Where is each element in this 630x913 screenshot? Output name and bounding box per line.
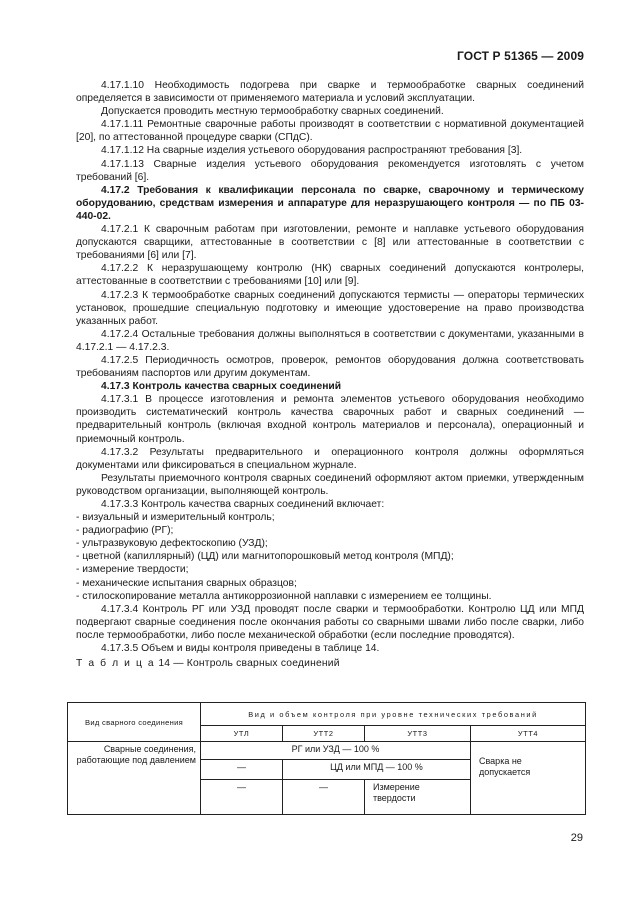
col-header-control-scope: Вид и объем контроля при уровне технических требований xyxy=(201,703,586,726)
cell-r3-dash-utl: — xyxy=(201,780,283,815)
list-item: - механические испытания сварных образцов; xyxy=(76,577,297,589)
level-header-utt2: УТТ2 xyxy=(283,726,365,742)
paragraph: 4.17.2.5 Периодичность осмотров, проверок, ремонтов оборудования должна соответствовать требованиям паспортов или другим документам. xyxy=(76,354,584,380)
paragraph: 4.17.2.3 К термообработке сварных соединений допускаются термисты — операторы термических установок, прошедшие специальную подготовку и имеющие удостоверение на право производства указанных работ. xyxy=(76,289,584,327)
cell-cd-mpd: ЦД или МПД — 100 % xyxy=(283,760,471,780)
paragraph: Допускается проводить местную термообработку сварных соединений. xyxy=(101,106,444,118)
level-header-utl: УТЛ xyxy=(201,726,283,742)
cell-hardness-measurement: Измерение твердости xyxy=(365,780,471,815)
level-header-utt4: УТТ4 xyxy=(471,726,586,742)
cell-utt4-welding-forbidden: Сварка не допускается xyxy=(471,742,586,815)
paragraph: 4.17.1.10 Необходимость подогрева при сварке и термообработке сварных соединений определяется в зависимости от применяемого материала и условий эксплуатации. xyxy=(76,80,584,105)
paragraph: 4.17.3.3 Контроль качества сварных соединений включает: xyxy=(101,499,385,510)
paragraph: 4.17.3.2 Результаты предварительного и операционного контроля должны оформляться документами или фиксироваться в специальном журнале. xyxy=(76,446,584,471)
list-item: - визуальный и измерительный контроль; xyxy=(76,512,275,524)
list-item: - измерение твердости; xyxy=(76,564,189,576)
table-caption-text: 14 — Контроль сварных соединений xyxy=(155,658,340,670)
row-label-pressure-welds: Сварные соединения, работающие под давлением xyxy=(68,742,201,815)
cell-rg-uzd: РГ или УЗД — 100 % xyxy=(201,742,471,760)
cell-r2-dash: — xyxy=(201,760,283,780)
list-item: - цветной (капиллярный) (ЦД) или магнитопорошковый метод контроля (МПД); xyxy=(76,551,454,563)
document-body xyxy=(76,79,584,670)
list-item: - радиографию (РГ); xyxy=(76,525,174,537)
paragraph: 4.17.3.5 Объем и виды контроля приведены в таблице 14. xyxy=(101,643,380,655)
list-item: - стилоскопирование металла антикоррозионной наплавки с измерением ее толщины. xyxy=(76,590,492,602)
document-header: ГОСТ Р 51365 — 2009 xyxy=(457,49,584,63)
paragraph: 4.17.2.1 К сварочным работам при изготовлении, ремонте и наплавке устьевого оборудования допускаются сварщики, аттестованные в соответствии с [8] или аттестованные в соответствии с требованиями [6] или [7]. xyxy=(76,224,584,262)
paragraph: Результаты приемочного контроля сварных соединений оформляют актом приемки, утвержденным руководством организации, выполняющей контроль. xyxy=(76,472,584,497)
paragraph: 4.17.1.13 Сварные изделия устьевого оборудования рекомендуется изготовлять с учетом требований [6]. xyxy=(76,158,584,183)
paragraph: 4.17.1.11 Ремонтные сварочные работы производят в соответствии с нормативной документацией [20], по аттестованной процедуре сварки (СПдС). xyxy=(76,119,584,144)
section-heading: 4.17.2 Требования к квалификации персонала по сварке, сварочному и термическому оборудованию, средствам измерения и аппаратуре для неразрушающего контроля — по ПБ 03-440-02. xyxy=(76,184,584,222)
col-header-weld-type: Вид сварного соединения xyxy=(68,703,201,742)
weld-control-table xyxy=(67,702,586,815)
page-number: 29 xyxy=(570,832,583,844)
paragraph: 4.17.3.4 Контроль РГ или УЗД проводят после сварки и термообработки. Контролю ЦД или МПД подвергают сварные соединения после окончания работы со сварными швами либо после сварки, либо после термообработки, либо после механической обработки (если последние проводятся). xyxy=(76,603,584,641)
table-caption xyxy=(76,657,584,670)
paragraph: 4.17.1.12 На сварные изделия устьевого оборудования распространяют требования [3]. xyxy=(101,145,523,157)
list-item: - ультразвуковую дефектоскопию (УЗД); xyxy=(76,538,268,550)
table-caption-prefix: Т а б л и ц а xyxy=(76,658,156,670)
cell-r3-dash-utt2: — xyxy=(283,780,365,815)
level-header-utt3: УТТ3 xyxy=(365,726,471,742)
paragraph: 4.17.2.2 К неразрушающему контролю (НК) сварных соединений допускаются контролеры, аттестованные в соответствии с требованиями [10] или [9]. xyxy=(76,263,584,288)
paragraph: 4.17.3.1 В процессе изготовления и ремонта элементов устьевого оборудования необходимо производить систематический контроль качества сварочных работ и сварных соединений — предварительный контроль (включая входной контроль материалов и персонала), операционный и приемочный контроль. xyxy=(76,394,584,445)
paragraph: 4.17.2.4 Остальные требования должны выполняться в соответствии с документами, указанными в 4.17.2.1 — 4.17.2.3. xyxy=(76,328,584,353)
section-heading: 4.17.3 Контроль качества сварных соединений xyxy=(101,381,342,393)
